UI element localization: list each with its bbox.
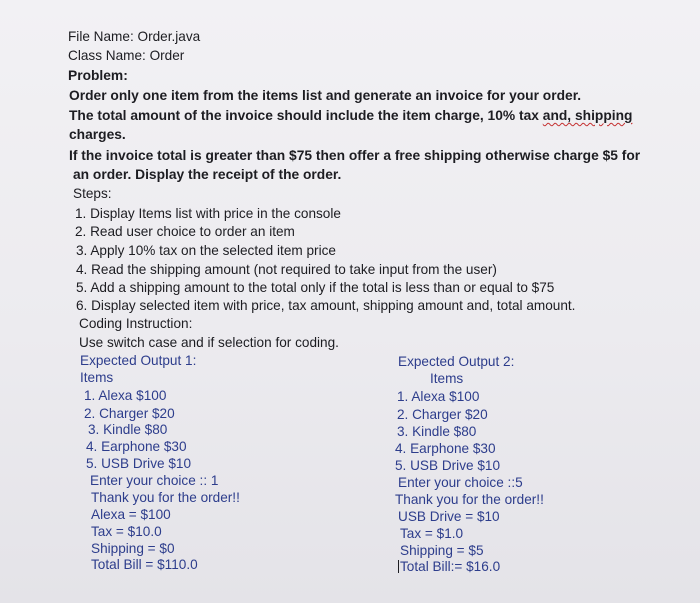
output2-tax: Tax = $1.0 xyxy=(400,526,464,541)
output1-item: 1. Alexa $100 xyxy=(84,388,167,403)
output1-item: 2. Charger $20 xyxy=(84,406,175,421)
step-item: 6. Display selected item with price, tax amount, shipping amount and, total amount. xyxy=(76,298,576,313)
file-name: File Name: Order.java xyxy=(68,29,201,44)
problem-line-1: Order only one item from the items list and generate an invoice for your order. xyxy=(69,88,582,103)
output2-selected: USB Drive = $10 xyxy=(398,509,500,524)
output1-item: 3. Kindle $80 xyxy=(88,422,168,437)
problem-label: Problem: xyxy=(68,68,128,83)
output2-item: 1. Alexa $100 xyxy=(397,389,480,404)
output1-item: 5. USB Drive $10 xyxy=(86,456,192,471)
output2-item: 2. Charger $20 xyxy=(397,407,488,422)
output2-item: 4. Earphone $30 xyxy=(395,441,496,456)
coding-label: Coding Instruction: xyxy=(79,316,193,331)
output2-items-label: Items xyxy=(430,371,464,386)
output2-title: Expected Output 2: xyxy=(398,354,515,369)
step-item: 3. Apply 10% tax on the selected item price xyxy=(76,243,336,258)
output2-item: 3. Kindle $80 xyxy=(397,424,477,439)
output1-tax: Tax = $10.0 xyxy=(91,524,162,539)
class-name: Class Name: Order xyxy=(68,48,185,63)
output2-item: 5. USB Drive $10 xyxy=(395,458,501,473)
step-item: 2. Read user choice to order an item xyxy=(75,224,295,239)
output1-thanks: Thank you for the order!! xyxy=(91,490,240,505)
output1-choice: Enter your choice :: 1 xyxy=(90,473,219,488)
coding-text: Use switch case and if selection for coding. xyxy=(79,335,339,350)
text-cursor xyxy=(398,560,399,573)
problem-line-3: charges. xyxy=(69,127,126,142)
step-item: 4. Read the shipping amount (not required to take input from the user) xyxy=(76,262,497,277)
output2-thanks: Thank you for the order!! xyxy=(395,492,544,507)
output2-total: Total Bill:= $16.0 xyxy=(400,559,501,574)
problem-line-5: an order. Display the receipt of the order. xyxy=(73,167,342,182)
output1-title: Expected Output 1: xyxy=(80,353,197,368)
step-item: 1. Display Items list with price in the console xyxy=(75,206,341,221)
steps-label: Steps: xyxy=(73,186,112,201)
output1-selected: Alexa = $100 xyxy=(91,507,171,522)
problem-line-2 xyxy=(69,107,632,124)
output1-items-label: Items xyxy=(80,370,114,385)
output2-shipping: Shipping = $5 xyxy=(400,543,484,558)
output1-shipping: Shipping = $0 xyxy=(91,541,175,556)
step-item: 5. Add a shipping amount to the total only if the total is less than or equal to $75 xyxy=(76,280,555,295)
output2-total-line xyxy=(398,558,500,575)
output2-choice: Enter your choice ::5 xyxy=(398,475,523,490)
problem-line-2-text: The total amount of the invoice should include the item charge, 10% tax xyxy=(69,108,543,123)
output1-item: 4. Earphone $30 xyxy=(86,439,187,454)
output1-total: Total Bill = $110.0 xyxy=(91,557,198,572)
problem-line-4: If the invoice total is greater than $75 then offer a free shipping otherwise charge $5 for xyxy=(69,148,641,163)
spellcheck-underlined-text: and, shipping xyxy=(542,108,633,123)
